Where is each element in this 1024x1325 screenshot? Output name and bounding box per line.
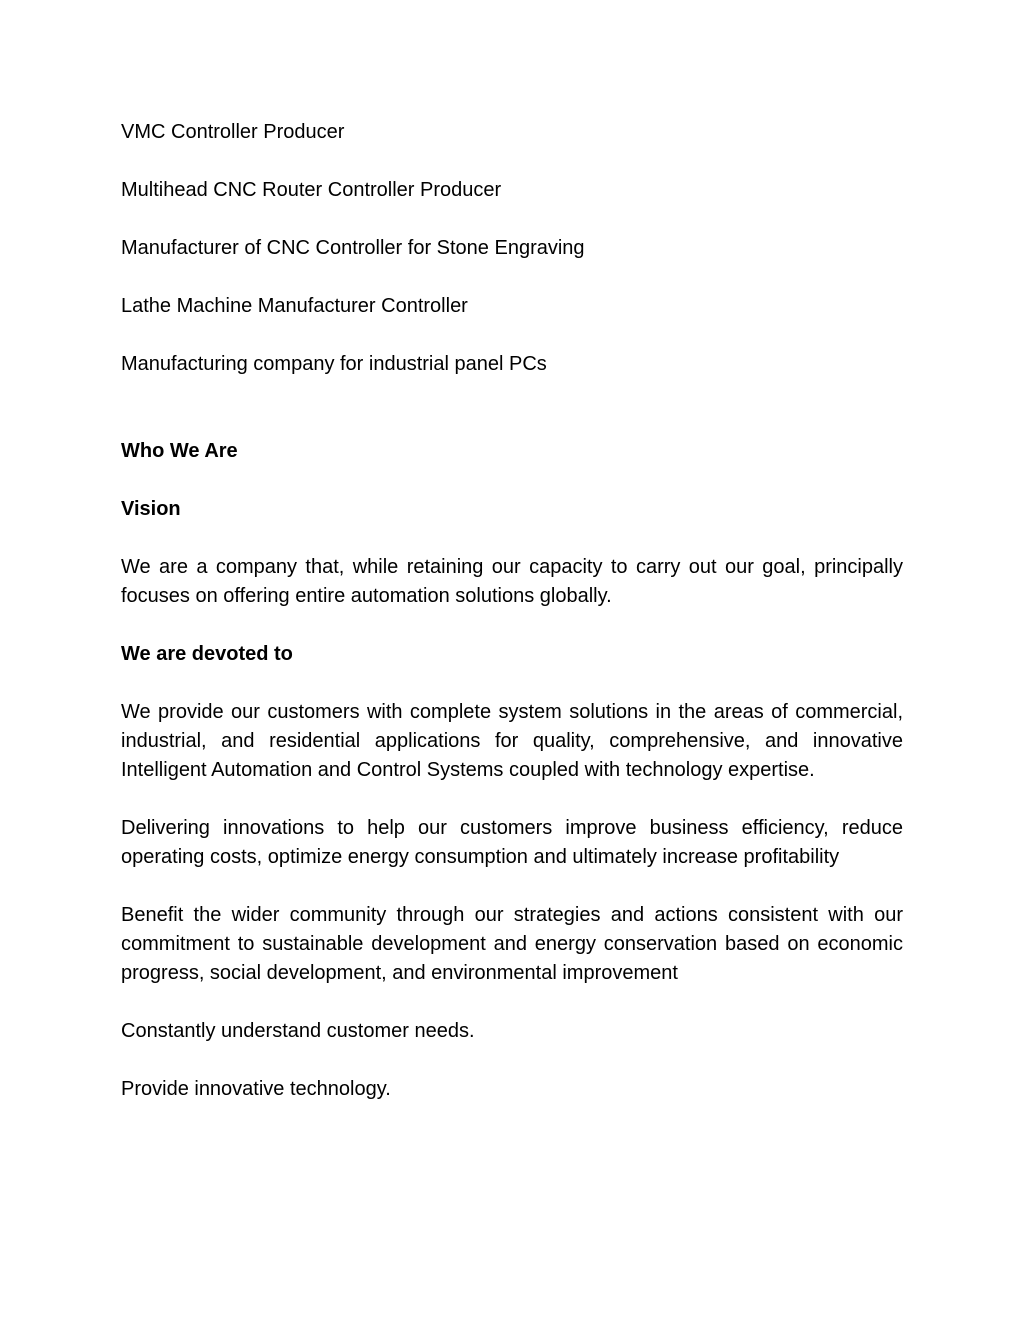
product-line-stone-engraving: Manufacturer of CNC Controller for Stone Engraving [121, 237, 585, 259]
product-line-vmc: VMC Controller Producer [121, 121, 345, 143]
blank-line [121, 408, 903, 437]
vision-paragraph: We are a company that, while retaining our capacity to carry out our goal, principally focuses on offering entire automation solutions globally. [121, 556, 903, 607]
product-line-multihead: Multihead CNC Router Controller Producer [121, 179, 502, 201]
devoted-paragraph-innovations: Delivering innovations to help our customers improve business efficiency, reduce operating costs, optimize energy consumption and ultimately increase profitability [121, 817, 903, 868]
vision-heading: Vision [121, 498, 181, 520]
devoted-paragraph-community: Benefit the wider community through our strategies and actions consistent with our commitment to sustainable development and energy conservation based on economic progress, social development, and environmental improvement [121, 904, 903, 984]
document-page [121, 118, 903, 1133]
devoted-paragraph-solutions: We provide our customers with complete system solutions in the areas of commercial, industrial, and residential applications for quality, comprehensive, and innovative Intelligent Automation and Control Systems coupled with technology expertise. [121, 701, 903, 781]
devoted-paragraph-customer-needs: Constantly understand customer needs. [121, 1020, 475, 1042]
product-line-panel-pcs: Manufacturing company for industrial panel PCs [121, 353, 547, 375]
who-we-are-heading: Who We Are [121, 440, 238, 462]
devoted-paragraph-technology: Provide innovative technology. [121, 1078, 391, 1100]
product-line-lathe: Lathe Machine Manufacturer Controller [121, 295, 468, 317]
devoted-heading: We are devoted to [121, 643, 293, 665]
